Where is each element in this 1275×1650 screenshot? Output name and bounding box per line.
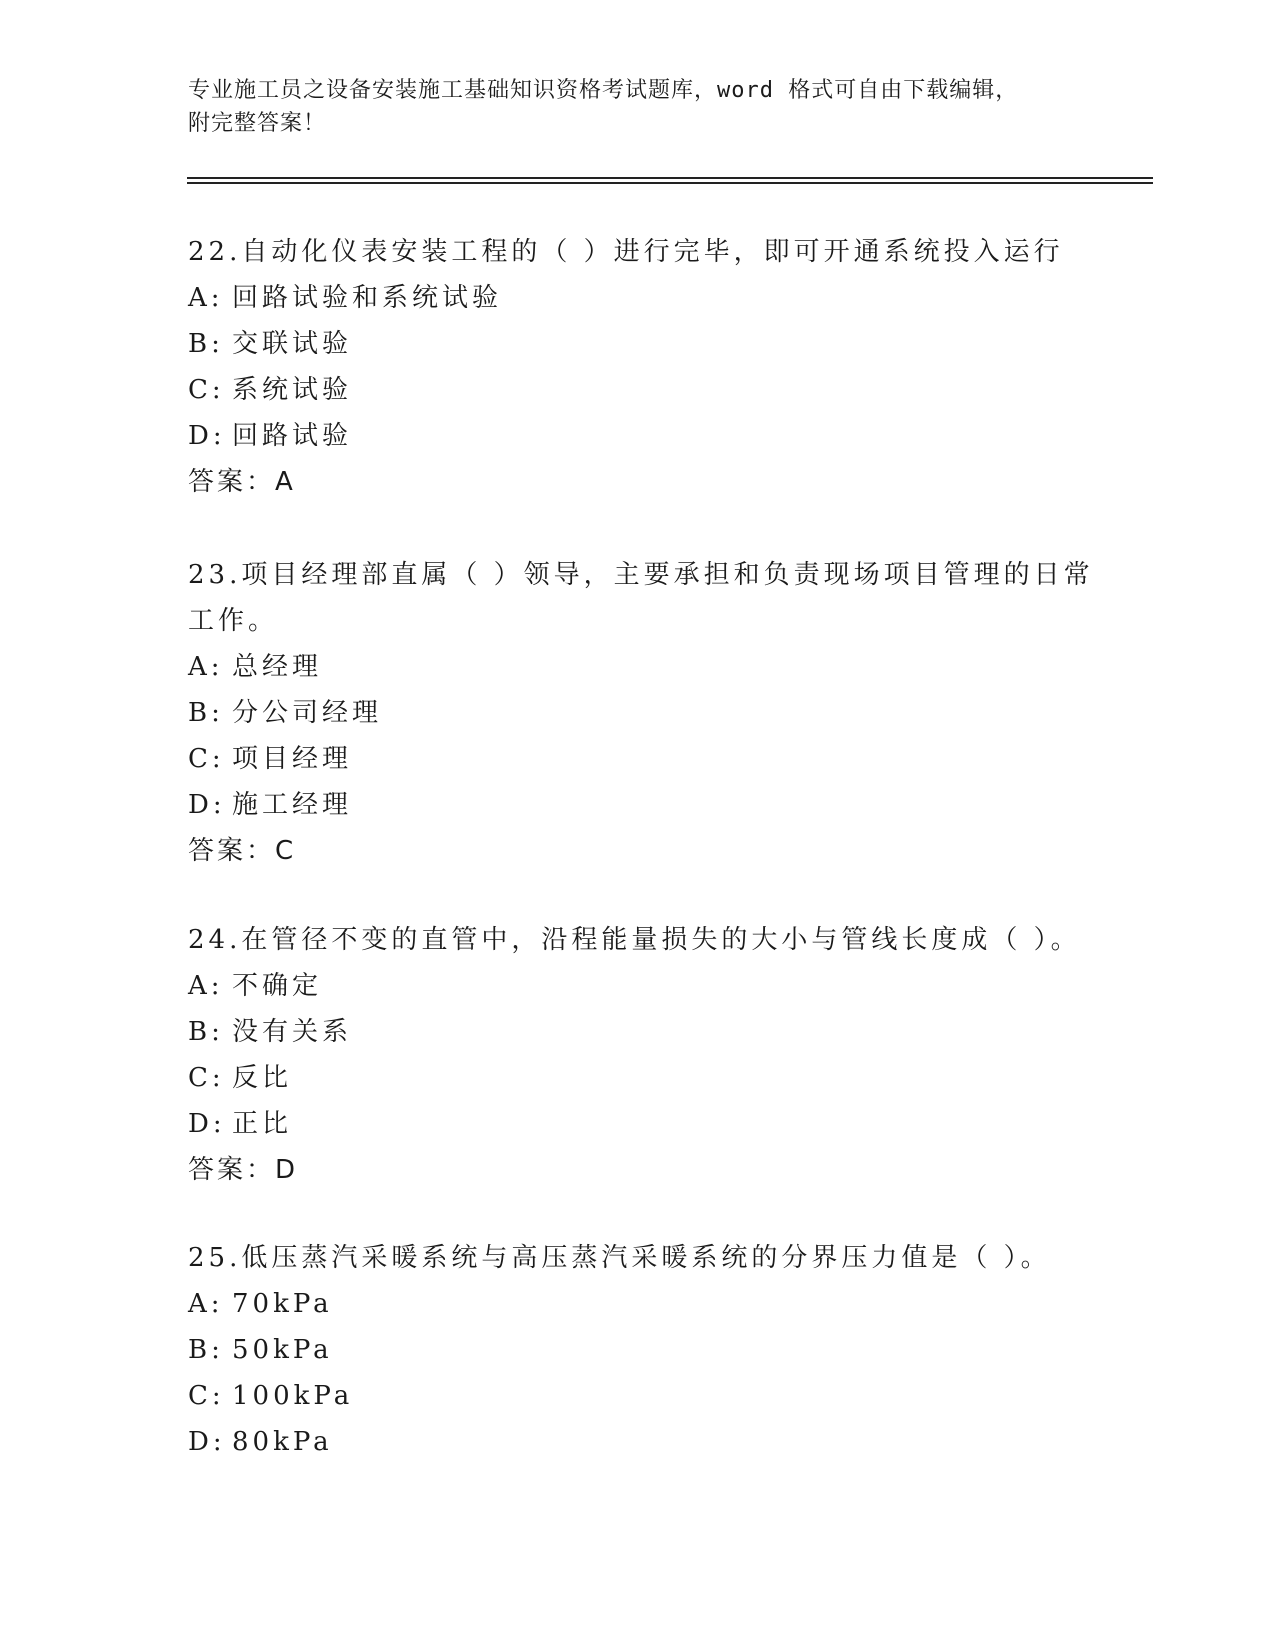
option-c [188,1055,1088,1101]
option-text: 正比 [232,1109,293,1139]
option-letter: D: [188,1427,226,1457]
question-23 [188,552,1094,874]
option-letter: B: [188,1335,224,1365]
option-letter: A: [188,652,224,682]
option-c [188,736,1088,782]
document-header [188,74,1088,140]
option-text: 70kPa [232,1289,333,1319]
option-d [188,1419,1088,1465]
option-text: 分公司经理 [232,698,383,728]
option-text: 施工经理 [232,790,353,820]
option-a [188,1281,1088,1327]
option-b [188,1009,1088,1055]
option-text: 50kPa [232,1335,333,1365]
option-text: 不确定 [232,971,323,1001]
option-letter: A: [188,283,224,313]
question-24 [188,917,1088,1193]
question-25 [188,1235,1088,1465]
option-text: 总经理 [232,652,323,682]
question-22 [188,229,1088,505]
option-text: 反比 [232,1063,293,1093]
option-text: 交联试验 [232,329,353,359]
option-b [188,321,1088,367]
option-a [188,275,1088,321]
header-line-1: 专业施工员之设备安装施工基础知识资格考试题库，word 格式可自由下载编辑， [188,78,1019,103]
option-a [188,644,1088,690]
option-a [188,963,1088,1009]
option-text: 回路试验和系统试验 [232,283,503,313]
question-stem: 22.自动化仪表安装工程的（ ）进行完毕，即可开通系统投入运行 [188,237,1064,267]
option-letter: C: [188,744,225,774]
answer-line: 答案：A [188,467,296,497]
answer-line: 答案：D [188,1155,299,1185]
answer-line: 答案：C [188,836,297,866]
option-letter: D: [188,421,226,451]
option-letter: A: [188,1289,224,1319]
header-divider-top [187,177,1153,179]
option-text: 回路试验 [232,421,353,451]
option-letter: C: [188,1381,225,1411]
option-c [188,367,1088,413]
header-divider-bottom [187,182,1153,184]
question-stem-continuation: 工作。 [188,606,279,636]
option-d [188,413,1088,459]
option-letter: D: [188,790,226,820]
option-letter: D: [188,1109,226,1139]
option-c [188,1373,1088,1419]
option-d [188,1101,1088,1147]
option-b [188,690,1088,736]
question-stem: 23.项目经理部直属（ ）领导，主要承担和负责现场项目管理的日常 [188,560,1094,590]
option-letter: B: [188,698,224,728]
option-text: 没有关系 [232,1017,353,1047]
option-letter: C: [188,375,225,405]
option-letter: B: [188,1017,224,1047]
option-text: 系统试验 [232,375,353,405]
question-stem: 25.低压蒸汽采暖系统与高压蒸汽采暖系统的分界压力值是（ ）。 [188,1243,1051,1273]
option-b [188,1327,1088,1373]
option-d [188,782,1088,828]
option-text: 80kPa [232,1427,333,1457]
option-text: 100kPa [232,1381,354,1411]
option-letter: C: [188,1063,225,1093]
option-letter: A: [188,971,224,1001]
question-stem: 24.在管径不变的直管中，沿程能量损失的大小与管线长度成（ ）。 [188,925,1081,955]
option-text: 项目经理 [232,744,353,774]
option-letter: B: [188,329,224,359]
header-line-2: 附完整答案！ [188,111,327,136]
